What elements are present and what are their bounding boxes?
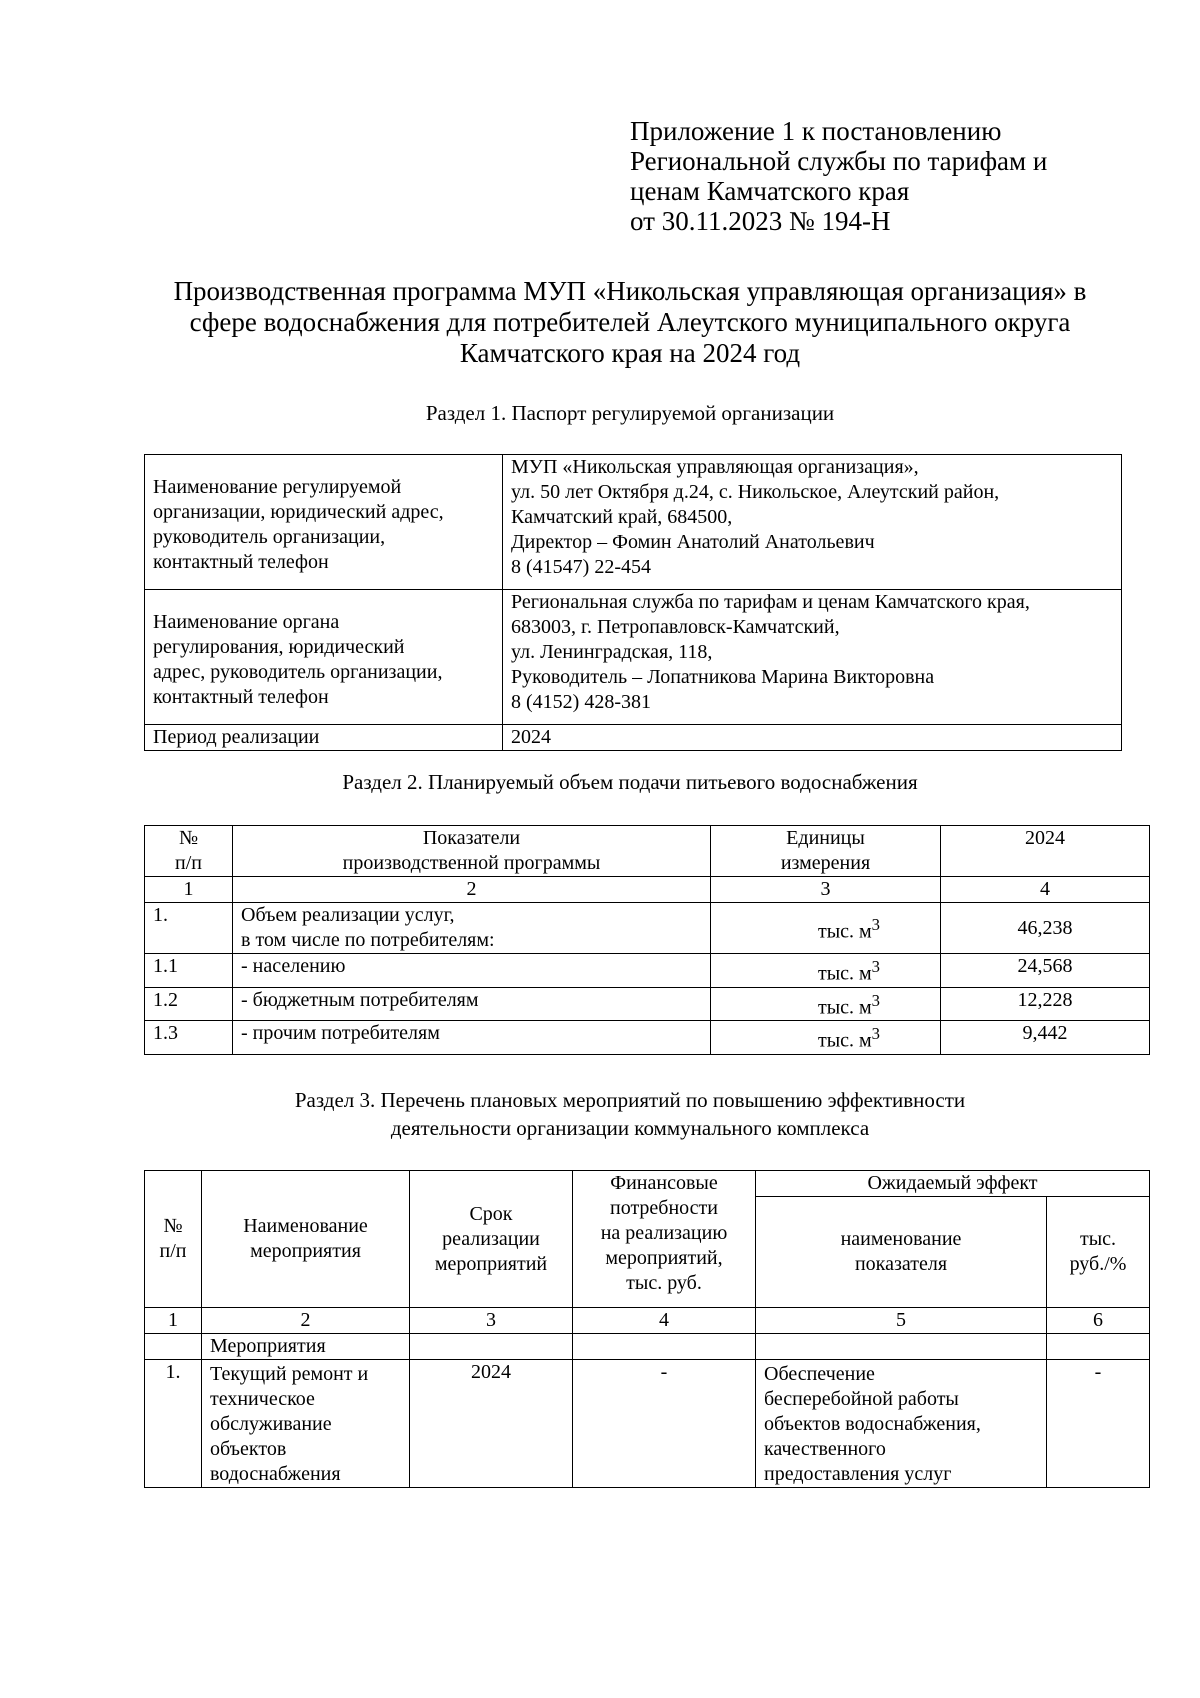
row-name: - бюджетным потребителям <box>233 987 711 1021</box>
row-unit: тыс. $м^3$ <box>711 903 941 954</box>
column-numbers-row <box>145 1308 1150 1334</box>
row-value: 24,568 <box>941 954 1150 988</box>
header-indicator: Показатели производственной программы <box>233 826 711 877</box>
row-name: - населению <box>233 954 711 988</box>
header-effect-name: наименование показателя <box>756 1197 1047 1308</box>
row-value: 46,238 <box>941 903 1150 954</box>
empty-cell <box>145 1334 202 1360</box>
header-name: Наименование мероприятия <box>202 1171 410 1308</box>
row-name: Объем реализации услуг, в том числе по потребителям: <box>233 903 711 954</box>
row-num: 1. <box>145 1360 202 1488</box>
table-row <box>145 1360 1150 1488</box>
empty-cell <box>756 1334 1047 1360</box>
section1-heading: Раздел 1. Паспорт регулируемой организации <box>425 401 835 425</box>
org-label-cell: Наименование регулируемой организации, юридический адрес, руководитель организации, контактный телефон <box>145 455 503 590</box>
col-number: 2 <box>233 877 711 903</box>
column-numbers-row <box>145 877 1150 903</box>
section2-heading: Раздел 2. Планируемый объем подачи питьевого водоснабжения <box>342 770 918 794</box>
row-value: 9,442 <box>941 1021 1150 1055</box>
header-finance: Финансовые потребности на реализацию мероприятий, тыс. руб. <box>573 1171 756 1308</box>
period-value-cell: 2024 <box>503 725 1122 751</box>
empty-cell <box>410 1334 573 1360</box>
group-row <box>145 1334 1150 1360</box>
col-number: 4 <box>941 877 1150 903</box>
col-number: 3 <box>410 1308 573 1334</box>
row-num: 1.1 <box>145 954 233 988</box>
col-number: 4 <box>573 1308 756 1334</box>
appendix-line: ценам Камчатского края <box>630 176 910 206</box>
org-value-cell: МУП «Никольская управляющая организация», ул. 50 лет Октября д.24, с. Никольское, Алеутский район, Камчатский край, 684500, Директор – Фомин Анатолий Анатольевич 8 (41547) 22-454 <box>503 455 1122 590</box>
col-number: 6 <box>1047 1308 1150 1334</box>
header-term: Срок реализации мероприятий <box>410 1171 573 1308</box>
header-num: № п/п <box>145 826 233 877</box>
table-row <box>145 987 1150 1021</box>
row-unit: тыс. $м^3$ <box>711 1021 941 1055</box>
row-unit: тыс. $м^3$ <box>711 954 941 988</box>
appendix-line: от 30.11.2023 № 194-Н <box>630 206 891 236</box>
appendix-note <box>630 116 1130 236</box>
section3-heading: Раздел 3. Перечень плановых мероприятий по повышению эффективности деятельности организации коммунального комплекса <box>294 1088 966 1140</box>
col-number: 3 <box>711 877 941 903</box>
header-unit: Единицы измерения <box>711 826 941 877</box>
title-line: Камчатского края на 2024 год <box>459 338 801 368</box>
table-row <box>145 1021 1150 1055</box>
row-value: 12,228 <box>941 987 1150 1021</box>
title-line: Производственная программа МУП «Никольская управляющая организация» в <box>173 276 1087 306</box>
table-row <box>145 954 1150 988</box>
empty-cell <box>1047 1334 1150 1360</box>
table-row <box>145 725 1122 751</box>
appendix-line: Приложение 1 к постановлению <box>630 116 1002 146</box>
header-num: № п/п <box>145 1171 202 1308</box>
table-header-row <box>145 1171 1150 1197</box>
section3-table <box>144 1170 1150 1488</box>
row-name: - прочим потребителям <box>233 1021 711 1055</box>
regulator-value-cell: Региональная служба по тарифам и ценам Камчатского края, 683003, г. Петропавловск-Камчатский, ул. Ленинградская, 118, Руководитель – Лопатникова Марина Викторовна 8 (4152) 428-381 <box>503 590 1122 725</box>
table-row <box>145 455 1122 590</box>
row-name: Текущий ремонт и техническое обслуживание объектов водоснабжения <box>202 1360 410 1488</box>
group-label: Мероприятия <box>202 1334 410 1360</box>
period-label-cell: Период реализации <box>145 725 503 751</box>
row-effect-name: Обеспечение бесперебойной работы объектов водоснабжения, качественного предоставления услуг <box>756 1360 1047 1488</box>
row-effect-value: - <box>1047 1360 1150 1488</box>
row-num: 1.2 <box>145 987 233 1021</box>
row-num: 1.3 <box>145 1021 233 1055</box>
table-row <box>145 903 1150 954</box>
col-number: 1 <box>145 877 233 903</box>
empty-cell <box>573 1334 756 1360</box>
header-effect-value: тыс. руб./% <box>1047 1197 1150 1308</box>
regulator-label-cell: Наименование органа регулирования, юридический адрес, руководитель организации, контактный телефон <box>145 590 503 725</box>
section2-table <box>144 825 1150 1055</box>
header-year: 2024 <box>941 826 1150 877</box>
table-header-row <box>145 826 1150 877</box>
appendix-line: Региональной службы по тарифам и <box>630 146 1048 176</box>
table-row <box>145 590 1122 725</box>
col-number: 1 <box>145 1308 202 1334</box>
row-term: 2024 <box>410 1360 573 1488</box>
section1-table <box>144 454 1122 751</box>
header-effect: Ожидаемый эффект <box>756 1171 1150 1197</box>
row-finance: - <box>573 1360 756 1488</box>
col-number: 5 <box>756 1308 1047 1334</box>
col-number: 2 <box>202 1308 410 1334</box>
row-unit: тыс. $м^3$ <box>711 987 941 1021</box>
title-line: сфере водоснабжения для потребителей Алеутского муниципального округа <box>189 307 1071 337</box>
document-title <box>130 276 1130 369</box>
row-num: 1. <box>145 903 233 954</box>
